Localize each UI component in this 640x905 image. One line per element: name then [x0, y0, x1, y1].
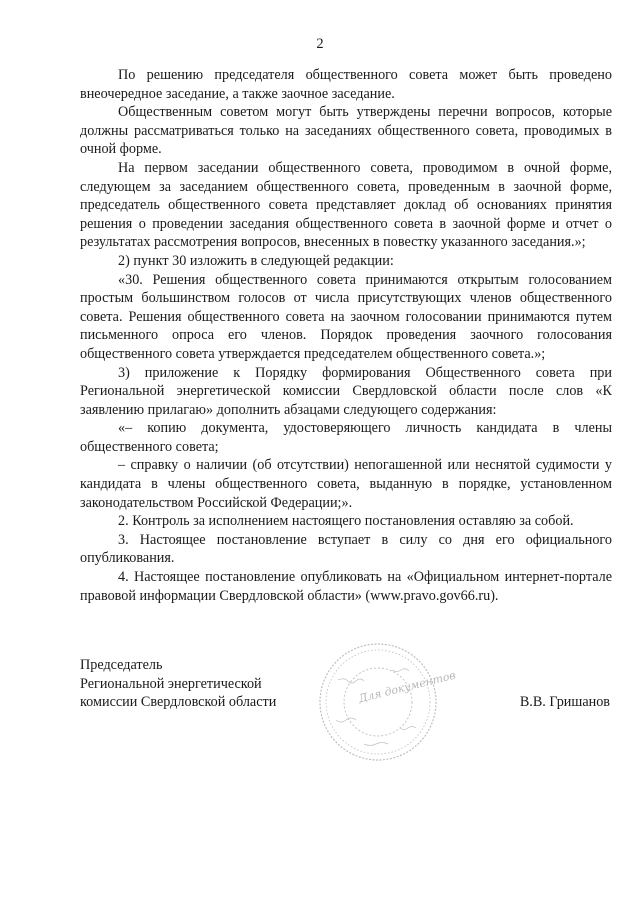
paragraph: 3) приложение к Порядку формирования Общественного совета при Региональной энергетической комиссии Свердловской области после слов «К заявлению прилагаю» дополнить абзацами следующего содержания: — [80, 364, 612, 418]
paragraph: «30. Решения общественного совета принимаются открытым голосованием простым большинством голосов от числа присутствующих членов общественного совета. Решения общественного совета на заочном голосовании принимаются путем письменного опроса его членов. Порядок проведения заочного голосования общественного совета утверждается председателем общественного совета.»; — [80, 271, 612, 362]
signatory-title-line: комиссии Свердловской области — [80, 694, 277, 711]
page-number: 2 — [316, 36, 324, 52]
stamp-text: Для документов — [357, 668, 457, 706]
paragraph: 4. Настоящее постановление опубликовать на «Официальном интернет-портале правовой информации Свердловской области» (www.pravo.gov66.ru). — [80, 569, 612, 604]
paragraph: 3. Настоящее постановление вступает в силу со дня его официального опубликования. — [80, 531, 612, 567]
signatory-title-line: Председатель — [80, 657, 163, 673]
signatory-title — [80, 656, 320, 712]
document-body — [80, 66, 612, 605]
signatory-name: В.В. Гришанов — [519, 694, 610, 710]
official-stamp — [316, 640, 457, 764]
signatory-title-line: Региональной энергетической — [80, 675, 262, 692]
paragraph: 2. Контроль за исполнением настоящего постановления оставляю за собой. — [118, 513, 574, 530]
paragraph: 2) пункт 30 изложить в следующей редакции: — [118, 252, 394, 269]
paragraph: По решению председателя общественного совета может быть проведено внеочередное заседание, а также заочное заседание. — [80, 67, 612, 102]
paragraph: «– копию документа, удостоверяющего личность кандидата в члены общественного совета; — [80, 420, 612, 455]
paragraph: – справку о наличии (об отсутствии) непогашенной или неснятой судимости у кандидата в члены общественного совета, выданную в порядке, установленном законодательством Российской Федерации;». — [80, 457, 612, 511]
paragraph: Общественным советом могут быть утверждены перечни вопросов, которые должны рассматриваться только на заседаниях общественного совета, проводимых в очной форме. — [80, 104, 612, 158]
paragraph: На первом заседании общественного совета, проводимом в очной форме, следующем за заседанием общественного совета, проведенным в заочной форме, председатель общественного совета представляет доклад об основаниях принятия решения о проведении заседания общественного совета в заочной форме и отчет о результатах рассмотрения вопросов, внесенных в повестку указанного заседания.»; — [80, 159, 612, 251]
